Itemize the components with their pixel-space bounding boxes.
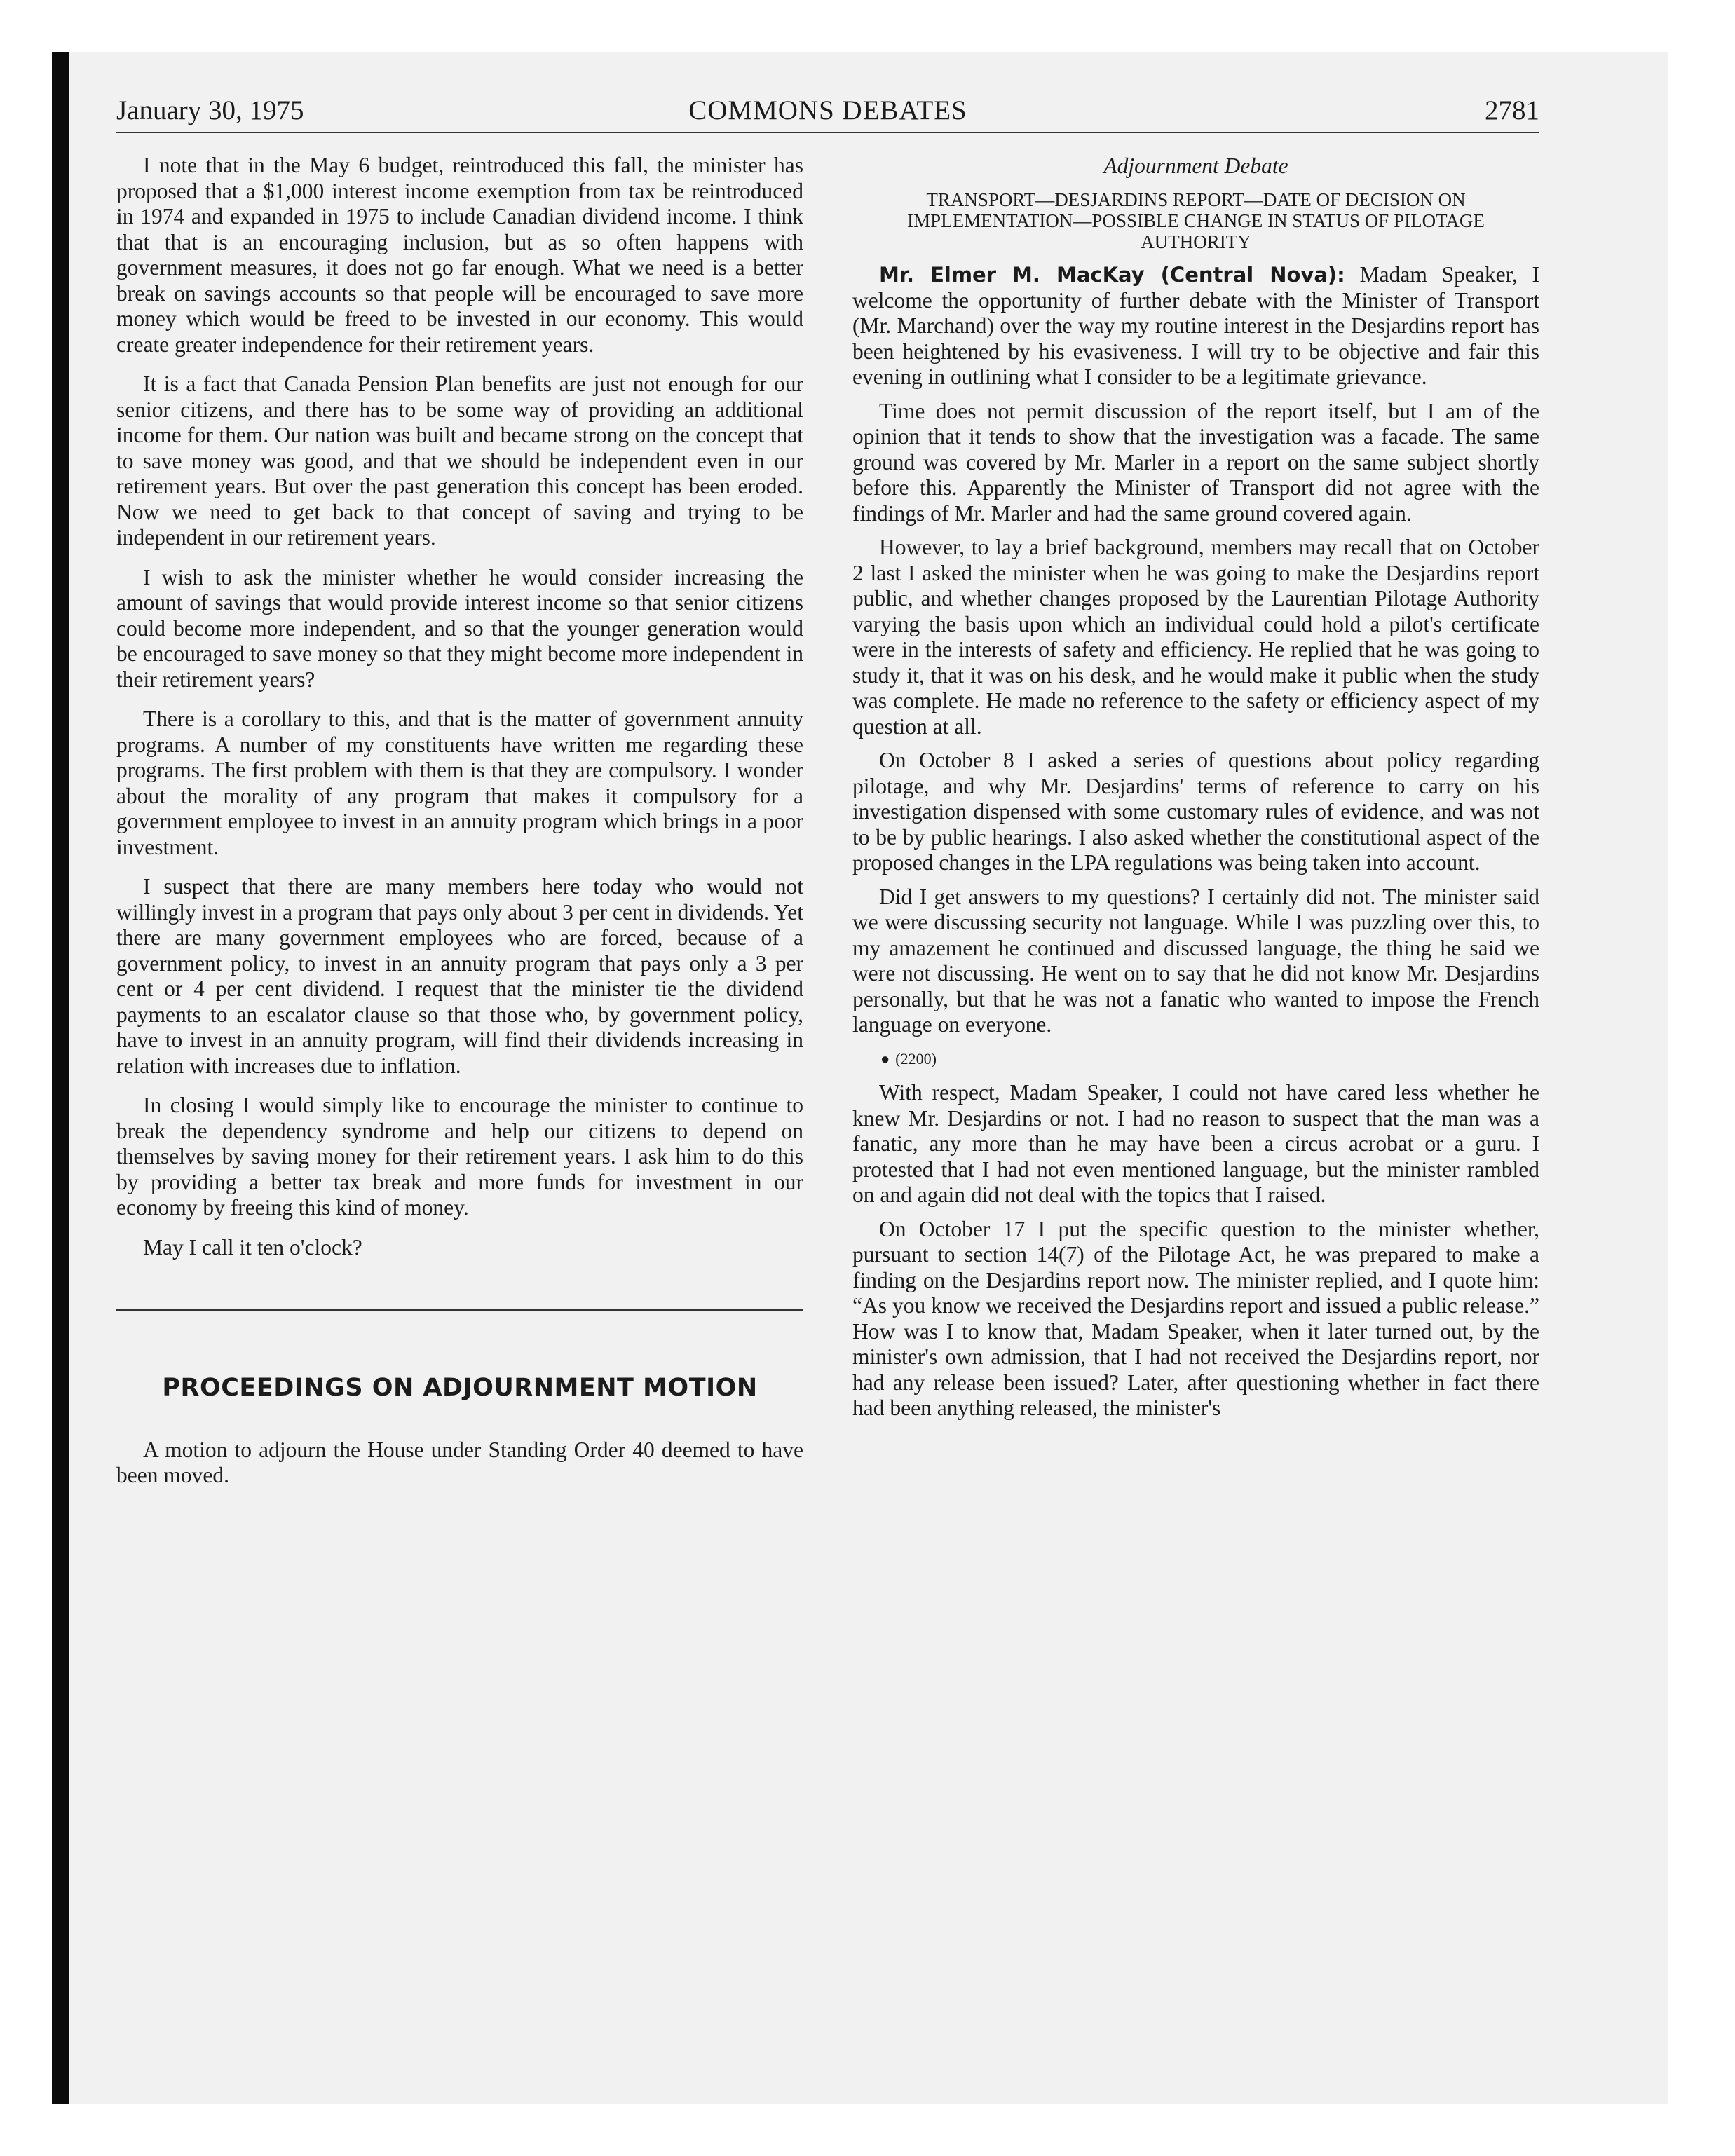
proceedings-text: A motion to adjourn the House under Standing Order 40 deemed to have been moved. [116, 1437, 803, 1487]
paragraph: However, to lay a brief background, members may recall that on October 2 last I asked the minister when he was going to make the Desjardins report public, and whether changes proposed by the Laurentian Pilotage Authority varying the basis upon which an individual could hold a pilot's certificate were in the interests of safety and efficiency. He replied that he was going to study it, that it was on his desk, and he would make it public when the study was complete. He made no reference to the safety or efficiency aspect of my question at all. [852, 535, 1539, 739]
paragraph: On October 17 I put the specific question to the minister whether, pursuant to section 14(7) of the Pilotage Act, he was prepared to make a finding on the Desjardins report now. The minister replied, and I quote him: “As you know we received the Desjardins report and issued a public release.” How was I to know that, Madam Speaker, when it later turned out, by the minister's own admission, that I had not received the Desjardins report, nor had any release been issued? Later, after questioning whether in fact there had been anything released, the minister's [852, 1216, 1539, 1420]
page-header [116, 95, 1539, 133]
paragraph: There is a corollary to this, and that is the matter of government annuity programs. A number of my constituents have written me regarding these programs. The first problem with them is that they are compulsory. I wonder about the morality of any program that makes it compulsory for a government employee to invest in an annuity program which brings in a poor investment. [116, 707, 803, 859]
left-column [116, 153, 803, 1503]
paragraph: Time does not permit discussion of the report itself, but I am of the opinion that it tends to show that the investigation was a facade. The same ground was covered by Mr. Marler in a report on the same subject shortly before this. Apparently the Minister of Transport did not agree with the findings of Mr. Marler and had the same ground covered again. [852, 398, 1539, 526]
paragraph: I suspect that there are many members here today who would not willingly invest in a program that pays only about 3 per cent in dividends. Yet there are many government employees who are forced, because of a government policy, to invest in an annuity program that pays only a 3 per cent or 4 per cent dividend. I request that the minister tie the dividend payments to an escalator clause so that those who, by government policy, have to invest in an annuity program, will find their dividends increasing in relation with increases due to inflation. [116, 874, 803, 1078]
paragraph: It is a fact that Canada Pension Plan benefits are just not enough for our senior citizens, and there has to be some way of providing an additional income for them. Our nation was built and became strong on the concept that to save money was good, and that we should be independent even in our retirement years. But over the past generation this concept has been eroded. Now we need to get back to that concept of saving and trying to be independent in our retirement years. [116, 371, 803, 550]
paragraph: On October 8 I asked a series of questions about policy regarding pilotage, and why Mr. Desjardins' terms of reference to carry on his investigation dispensed with some customary rules of evidence, and was not to be by public hearings. I also asked whether the constitutional aspect of the proposed changes in the LPA regulations was being taken into account. [852, 748, 1539, 875]
paragraph: With respect, Madam Speaker, I could not have cared less whether he knew Mr. Desjardins or not. I had no reason to suspect that the man was a fanatic, any more than he may have been a circus acrobat or a guru. I protested that I had not even mentioned language, but the minister rambled on and again did not deal with the topics that I raised. [852, 1080, 1539, 1207]
paragraph: I note that in the May 6 budget, reintroduced this fall, the minister has proposed that a $1,000 interest income exemption from tax be reintroduced in 1974 and expanded in 1975 to include Canadian dividend income. I think that that is an encouraging inclusion, but as so often happens with government measures, it does not go far enough. What we need is a better break on savings accounts so that people will be encouraged to save more money which would be freed to be invested in our economy. This would create greater independence for their retirement years. [116, 153, 803, 357]
speaker-paragraph [852, 262, 1539, 390]
speaker-text: Madam Speaker, I welcome the opportunity of further debate with the Minister of Transport (Mr. Marchand) over the way my routine interest in the Desjardins report has been heightened by his evasiveness. I will try to be objective and fair this evening in outlining what I consider to be a legitimate grievance. [852, 262, 1540, 389]
time-marker-text: (2200) [895, 1049, 937, 1067]
paragraph: I wish to ask the minister whether he would consider increasing the amount of savings that would provide interest income so that senior citizens could become more independent, and so that the younger generation would be encouraged to save money so that they might become more independent in their retirement years? [116, 564, 803, 692]
debate-subject: TRANSPORT—DESJARDINS REPORT—DATE OF DECISION ON IMPLEMENTATION—POSSIBLE CHANGE IN STATUS OF PILOTAGE AUTHORITY [907, 189, 1485, 252]
header-page-number: 2781 [1485, 95, 1539, 125]
speaker-name: Mr. Elmer M. MacKay (Central Nova): [879, 263, 1345, 287]
time-marker [880, 1046, 1539, 1072]
bullet-icon: ● [880, 1049, 890, 1067]
paragraph: May I call it ten o'clock? [143, 1234, 362, 1260]
section-divider [116, 1309, 803, 1311]
section-heading: Adjournment Debate [1103, 153, 1288, 178]
right-column [852, 153, 1539, 1430]
scan-edge-bar [52, 52, 69, 2104]
proceedings-heading: PROCEEDINGS ON ADJOURNMENT MOTION [162, 1374, 758, 1402]
paragraph: In closing I would simply like to encourage the minister to continue to break the dependency syndrome and help our citizens to depend on themselves by saving money for their retirement years. I ask him to do this by providing a better tax break and more funds for investment in our economy by freeing this kind of money. [116, 1093, 803, 1220]
header-title: COMMONS DEBATES [688, 95, 967, 125]
paragraph: Did I get answers to my questions? I certainly did not. The minister said we were discussing security not language. While I was puzzling over this, to my amazement he continued and discussed language, the thing he said we were not discussing. He went on to say that he did not know Mr. Desjardins personally, but that he was not a fanatic who wanted to impose the French language on everyone. [852, 884, 1539, 1037]
header-date: January 30, 1975 [116, 95, 304, 125]
